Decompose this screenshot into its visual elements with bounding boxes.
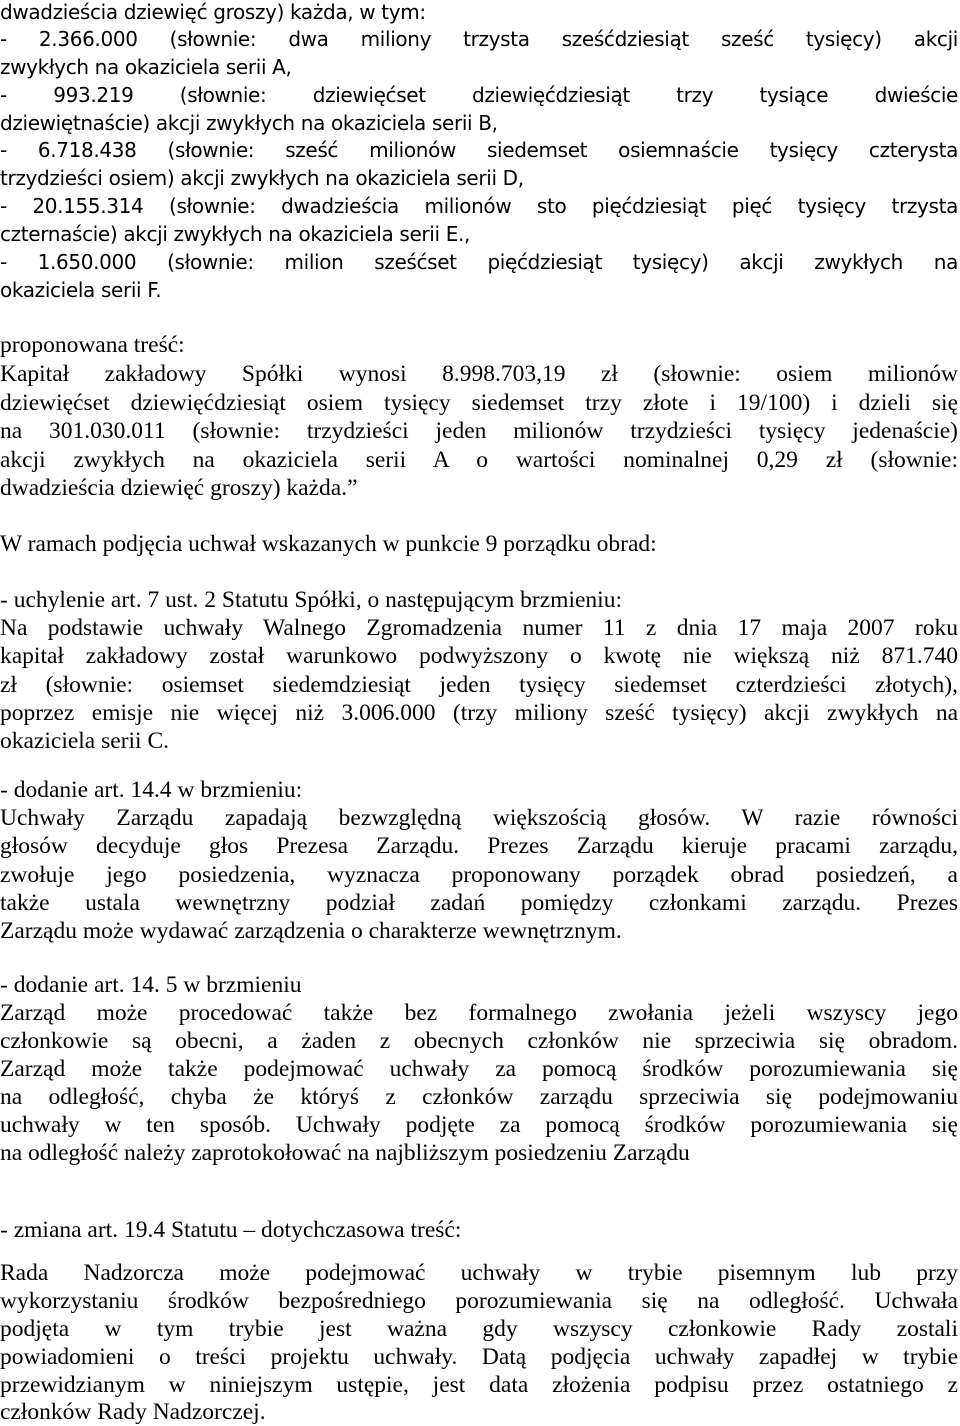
text-line: zł (słownie: osiemset siedemdziesiąt jeden tysięcy siedemset czterdzieści złotych), [0,672,958,698]
text-line: - 6.718.438 (słownie: sześć milionów siedemset osiemnaście tysięcy czterysta [0,138,958,162]
text-line: podjęta w tym trybie jest ważna gdy wszyscy członkowie Rady zostali [0,1316,958,1342]
section-heading: - dodanie art. 14. 5 w brzmieniu [0,972,302,998]
section-heading: proponowana treść: [0,332,185,358]
intro-paragraph: W ramach podjęcia uchwał wskazanych w punkcie 9 porządku obrad: [0,531,657,557]
text-line: Zarządu może wydawać zarządzenia o charakterze wewnętrznym. [0,918,622,944]
text-line: wykorzystaniu środków bezpośredniego porozumiewania się na odległość. Uchwała [0,1288,958,1314]
text-line: na odległość, chyba że któryś z członków zarządu sprzeciwia się podejmowaniu [0,1084,958,1110]
text-line: uchwały w ten sposób. Uchwały podjęte za pomocą środków porozumiewania się [0,1112,958,1138]
text-line: akcji zwykłych na okaziciela serii A o wartości nominalnej 0,29 zł (słownie: [0,447,958,473]
text-line: zwykłych na okaziciela serii A, [0,55,292,79]
text-line: Na podstawie uchwały Walnego Zgromadzenia numer 11 z dnia 17 maja 2007 roku [0,615,958,641]
text-line: dziewięćset dziewięćdziesiąt osiem tysięcy siedemset trzy złote i 19/100) i dzieli się [0,390,958,416]
text-line: głosów decyduje głos Prezesa Zarządu. Prezes Zarządu kieruje pracami zarządu, [0,833,958,859]
text-line: powiadomieni o treści projektu uchwały. Datą podjęcia uchwały zapadłej w trybie [0,1344,958,1370]
text-line: na 301.030.011 (słownie: trzydzieści jeden milionów trzydzieści tysięcy jedenaście) [0,418,958,444]
text-line: Rada Nadzorcza może podejmować uchwały w trybie pisemnym lub przy [0,1260,958,1286]
text-line: przewidzianym w niniejszym ustępie, jest data złożenia podpisu przez ostatniego z [0,1372,958,1398]
text-line: członkowie są obecni, a żaden z obecnych członków nie sprzeciwia się obradom. [0,1028,958,1054]
section-heading: - dodanie art. 14.4 w brzmieniu: [0,777,303,803]
text-line: - 1.650.000 (słownie: milion sześćset pięćdziesiąt tysięcy) akcji zwykłych na [0,250,958,274]
text-line: na odległość należy zaprotokołować na najbliższym posiedzeniu Zarządu [0,1140,690,1166]
text-line: - 993.219 (słownie: dziewięćset dziewięćdziesiąt trzy tysiące dwieście [0,83,958,107]
text-line: Zarząd może także podejmować uchwały za pomocą środków porozumiewania się [0,1056,958,1082]
text-line: trzydzieści osiem) akcji zwykłych na okaziciela serii D, [0,166,524,190]
text-line: dwadzieścia dziewięć groszy) każda, w tym: [0,0,426,24]
text-line: - 2.366.000 (słownie: dwa miliony trzysta sześćdziesiąt sześć tysięcy) akcji [0,27,958,51]
text-line: - 20.155.314 (słownie: dwadzieścia milionów sto pięćdziesiąt pięć tysięcy trzysta [0,194,958,218]
text-line: Zarząd może procedować także bez formalnego zwołania jeżeli wszyscy jego [0,1000,958,1026]
text-line: okaziciela serii F. [0,278,162,302]
text-line: członków Rady Nadzorczej. [0,1399,266,1425]
section-heading: - zmiana art. 19.4 Statutu – dotychczasowa treść: [0,1217,462,1243]
text-line: czternaście) akcji zwykłych na okaziciela serii E., [0,222,471,246]
text-line: dziewiętnaście) akcji zwykłych na okaziciela serii B, [0,111,498,135]
text-line: Kapitał zakładowy Spółki wynosi 8.998.703,19 zł (słownie: osiem milionów [0,361,958,387]
text-line: dwadzieścia dziewięć groszy) każda.” [0,475,358,501]
text-line: okaziciela serii C. [0,728,169,754]
text-line: poprzez emisje nie więcej niż 3.006.000 (trzy miliony sześć tysięcy) akcji zwykłych na [0,700,958,726]
text-line: zwołuje jego posiedzenia, wyznacza proponowany porządek obrad posiedzeń, a [0,862,958,888]
text-line: także ustala wewnętrzny podział zadań pomiędzy członkami zarządu. Prezes [0,890,958,916]
text-line: kapitał zakładowy został warunkowo podwyższony o kwotę nie większą niż 871.740 [0,643,958,669]
text-line: Uchwały Zarządu zapadają bezwzględną większością głosów. W razie równości [0,805,958,831]
section-heading: - uchylenie art. 7 ust. 2 Statutu Spółki, o następującym brzmieniu: [0,587,622,613]
